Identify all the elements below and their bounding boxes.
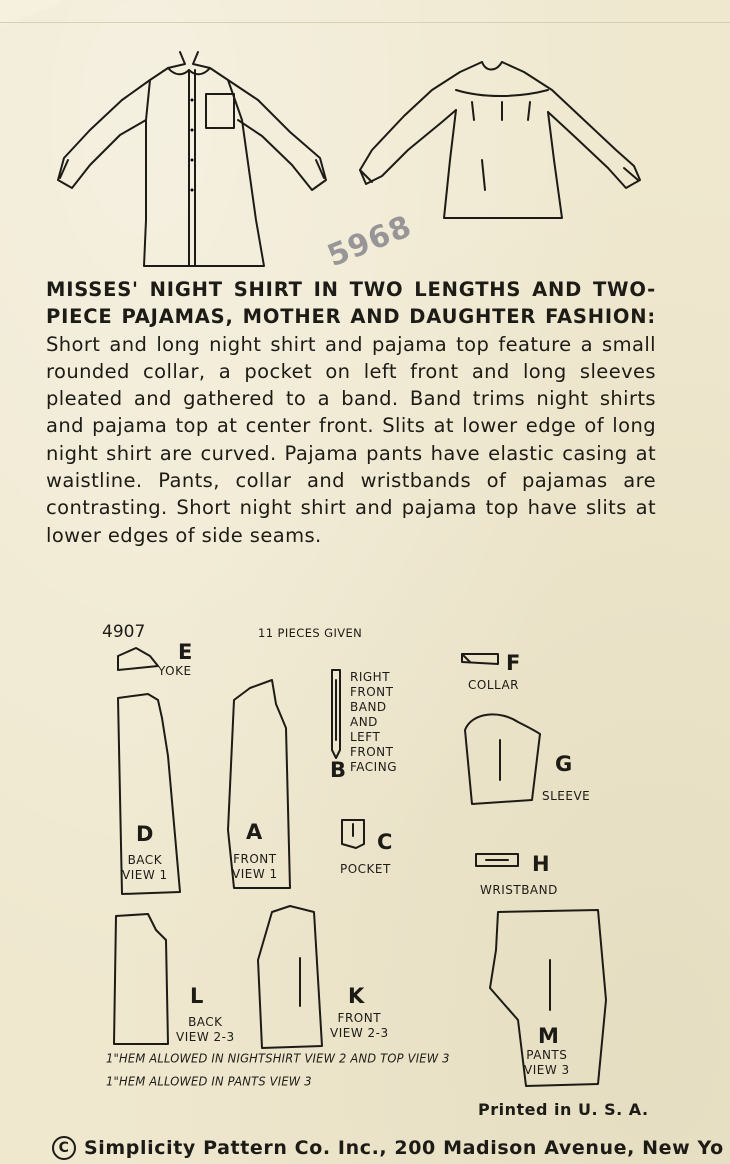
label-letter-m: M [538, 1024, 559, 1048]
piece-collar-shape [462, 654, 498, 664]
printed-in-usa: Printed in U. S. A. [478, 1100, 649, 1119]
label-collar: COLLAR [468, 678, 520, 692]
pattern-number: 4907 [102, 622, 146, 642]
label-yoke: YOKE [158, 664, 192, 678]
hem-note-nightshirt: 1"HEM ALLOWED IN NIGHTSHIRT VIEW 2 AND TOP VIEW 3 [106, 1050, 450, 1066]
label-letter-f: F [506, 651, 521, 675]
description-body: Short and long night shirt and pajama top feature a small rounded collar, a pocket on left front and long sleeves pleated and gathered to a band. Band trims night shirts and pajama top at center front. Slits at lower edge of long night shirt are curved. Pajama pants have elastic casing at waistline. Pants, collar and wristbands of pajamas are contrasting. Short night shirt and pajama top have slits at lower edges of side seams. [46, 332, 656, 547]
label-letter-k: K [348, 984, 365, 1008]
label-back-view1: BACK VIEW 1 [122, 853, 168, 882]
nightshirt-back-illustration [352, 50, 652, 230]
label-letter-l: L [190, 984, 204, 1008]
torn-corner [0, 0, 60, 30]
nightshirt-front-illustration [50, 40, 350, 270]
hem-note-pants: 1"HEM ALLOWED IN PANTS VIEW 3 [106, 1073, 312, 1089]
label-front-view23: FRONT VIEW 2-3 [330, 1011, 389, 1040]
inventory-stamp: 5968 [322, 208, 417, 275]
copyright-line [52, 1136, 724, 1160]
piece-back-view23-shape [114, 914, 168, 1044]
piece-front-view23-shape [258, 906, 322, 1048]
label-letter-b: B [330, 758, 347, 782]
label-letter-d: D [136, 822, 154, 846]
label-letter-c: C [377, 830, 393, 854]
pieces-given: 11 PIECES GIVEN [258, 626, 363, 640]
pattern-description [46, 276, 656, 549]
label-pocket: POCKET [340, 862, 391, 876]
copyright-icon: C [52, 1136, 76, 1160]
piece-yoke-shape [118, 648, 158, 670]
label-letter-e: E [178, 640, 193, 664]
label-front-view1: FRONT VIEW 1 [232, 852, 278, 881]
piece-wristband-shape [476, 854, 518, 866]
label-band-text: RIGHT FRONT BAND AND LEFT FRONT FACING [350, 670, 397, 774]
fold-line [0, 22, 730, 23]
copyright-text: Simplicity Pattern Co. Inc., 200 Madison Avenue, New Yo [84, 1137, 724, 1159]
label-letter-h: H [532, 852, 550, 876]
piece-sleeve-shape [465, 714, 540, 804]
label-letter-a: A [246, 820, 263, 844]
label-letter-g: G [555, 752, 573, 776]
piece-band-shape [332, 670, 340, 758]
label-back-view23: BACK VIEW 2-3 [176, 1015, 235, 1044]
label-pants-view3: PANTS VIEW 3 [524, 1048, 570, 1077]
label-wristband: WRISTBAND [480, 883, 558, 897]
piece-pocket-shape [342, 820, 364, 848]
label-sleeve: SLEEVE [542, 789, 591, 803]
description-headline: MISSES' NIGHT SHIRT IN TWO LENGTHS AND TWO-PIECE PAJAMAS, MOTHER AND DAUGHTER FASHION: [46, 278, 656, 329]
